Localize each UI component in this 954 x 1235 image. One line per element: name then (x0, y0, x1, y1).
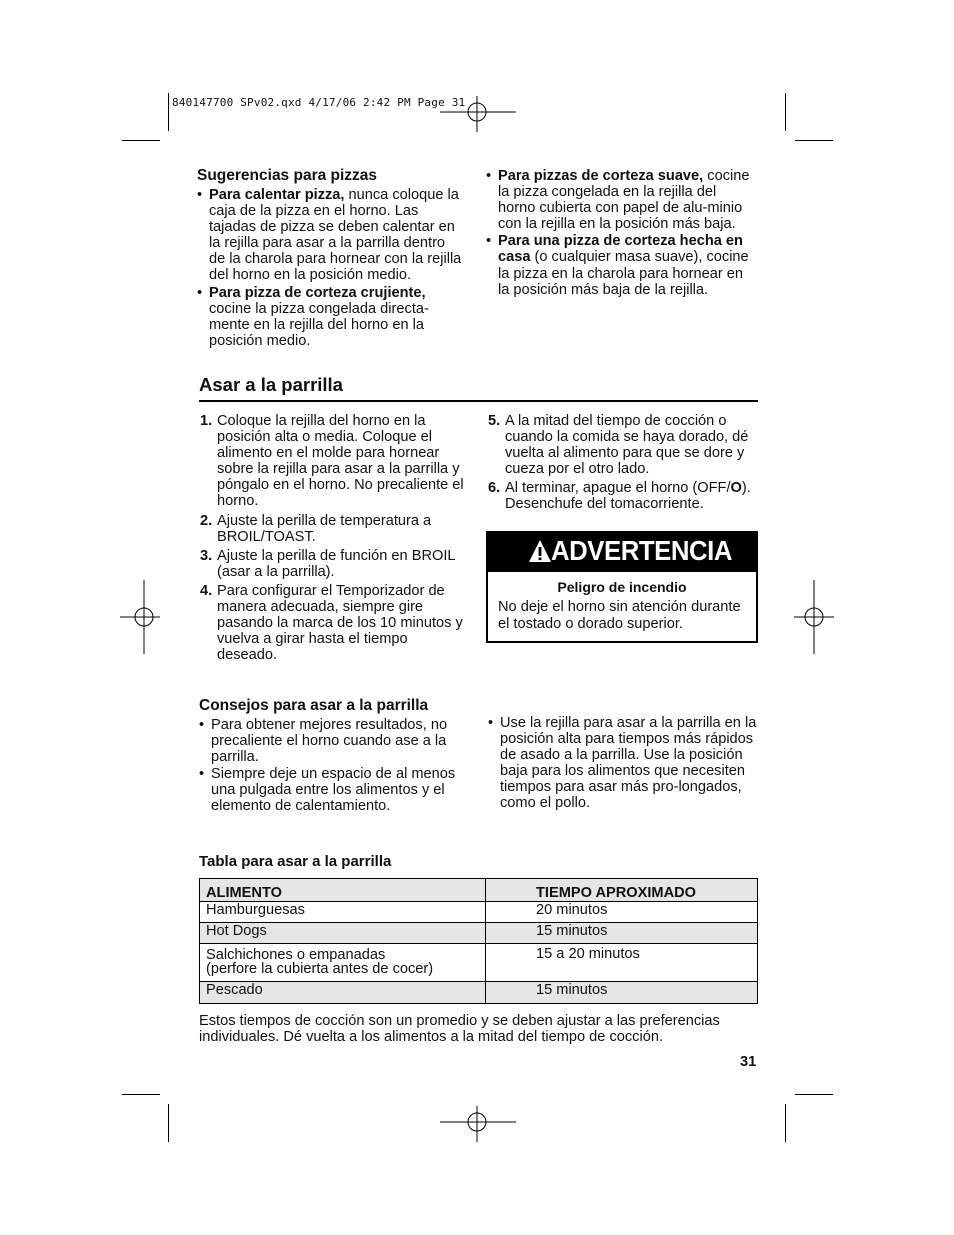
step-item (200, 548, 468, 580)
broil-steps-right (488, 413, 758, 513)
list-item: • Use la rejilla para asar a la parrilla en la posición alta para tiempos más rápidos de asado a la parrilla. Use la posición baja para los alimentos que necesiten tiempos para asar más pro-longados, como el pollo. (488, 715, 758, 812)
table-row (200, 923, 758, 944)
off-symbol: O (730, 480, 742, 497)
bold-lead: Para calentar pizza, (209, 187, 345, 203)
table-footnote: Estos tiempos de cocción son un promedio y se deben ajustar a las preferencias individuales. Dé vuelta a los alimentos a la mitad del tiempo de cocción. (199, 1013, 720, 1046)
step-text: Ajuste la perilla de función en BROIL (asar a la parrilla). (217, 547, 455, 580)
food-name: Salchichones o empanadas (206, 947, 386, 963)
table-header-row (200, 879, 758, 902)
section-title: Asar a la parrilla (199, 374, 343, 395)
pizza-heading: Sugerencias para pizzas (197, 167, 378, 184)
step-item (200, 583, 468, 663)
item-text: cocine la pizza congelada en la rejilla del horno cubierta con papel de alu-minio con la rejilla en la posición más baja. (498, 168, 750, 233)
food-cell: Hamburguesas (200, 902, 486, 923)
table-row (200, 982, 758, 1004)
step-item (200, 413, 468, 510)
warning-header (488, 533, 756, 572)
step-number: 4. (200, 582, 213, 599)
warning-triangle-icon (528, 539, 552, 563)
list-item: • Para obtener mejores resultados, no precaliente el horno cuando ase a la parrilla. (199, 717, 469, 765)
food-cell: Hot Dogs (200, 923, 486, 944)
pizza-left-column (197, 167, 465, 349)
registration-mark-icon (794, 580, 834, 654)
item-text: (o cualquier masa suave), cocine la pizza en la charola para hornear en la posición más baja de la rejilla. (498, 249, 749, 298)
step-number: 2. (200, 512, 213, 529)
warning-text: No deje el horno sin atención durante el tostado o dorado superior. (498, 599, 741, 632)
list-item (486, 233, 756, 297)
table-row (200, 944, 758, 982)
warning-box (486, 531, 758, 643)
table-heading: Tabla para asar a la parrilla (199, 853, 392, 870)
step-item (488, 413, 758, 477)
list-item (486, 168, 756, 232)
time-cell: 20 minutos (486, 902, 758, 923)
registration-mark-icon (120, 580, 160, 654)
print-slug: 840147700 SPv02.qxd 4/17/06 2:42 PM Page 31 (172, 96, 466, 109)
step-text: Coloque la rejilla del horno en la posición alta o media. Coloque el alimento en el molde para hornear sobre la rejilla para asar a la parrilla y póngalo en el horno. No precaliente el horno. (217, 413, 464, 510)
step-item (200, 513, 468, 545)
broil-steps-left (200, 413, 468, 663)
food-cell (200, 944, 486, 982)
page-number: 31 (740, 1054, 757, 1070)
section-divider (199, 400, 758, 402)
step-text: Al terminar, apague el horno (OFF/ (505, 480, 731, 497)
bold-lead: Para una pizza de corteza hecha en casa (498, 233, 743, 266)
step-number: 6. (488, 480, 501, 497)
list-item (197, 187, 465, 284)
food-note: (perfore la cubierta antes de cocer) (206, 961, 434, 977)
pizza-right-column (486, 168, 756, 298)
column-header: ALIMENTO (200, 879, 486, 902)
step-item (488, 480, 758, 512)
list-item: • Siempre deje un espacio de al menos una pulgada entre los alimentos y el elemento de calentamiento. (199, 766, 469, 814)
item-text: cocine la pizza congelada directa-mente en la rejilla del horno en la posición medio. (209, 300, 429, 349)
column-header: TIEMPO APROXIMADO (486, 879, 758, 902)
step-text: Ajuste la perilla de temperatura a BROIL/TOAST. (217, 512, 432, 545)
food-cell: Pescado (200, 982, 486, 1004)
step-number: 1. (200, 413, 213, 429)
list-item (197, 285, 465, 349)
time-cell: 15 minutos (486, 982, 758, 1004)
warning-title: ADVERTENCIA (551, 535, 732, 566)
registration-mark-icon (440, 1106, 516, 1142)
tips-right-column (488, 715, 758, 812)
tips-heading: Consejos para asar a la parrilla (199, 697, 429, 714)
bold-lead: Para pizza de corteza crujiente, (209, 284, 426, 301)
step-number: 5. (488, 413, 501, 429)
step-number: 3. (200, 547, 213, 564)
step-text: ). Desenchufe del tomacorriente. (505, 480, 751, 513)
time-cell: 15 minutos (486, 923, 758, 944)
step-text: A la mitad del tiempo de cocción o cuando la comida se haya dorado, dé vuelta al alimento para que se dore y cueza por el otro lado. (505, 413, 749, 478)
warning-subtitle: Peligro de incendio (557, 579, 687, 595)
step-text: Para configurar el Temporizador de manera adecuada, siempre gire pasando la marca de los 10 minutos y vuelva a girar hasta el tiempo deseado. (217, 582, 463, 664)
item-text: nunca coloque la caja de la pizza en el horno. Las tajadas de pizza se deben calentar en la rejilla para asar a la parrilla dentro de la charola para hornear con la rejilla del horno en la posición medio. (209, 187, 462, 284)
table-row (200, 902, 758, 923)
time-cell: 15 a 20 minutos (486, 944, 758, 982)
bold-lead: Para pizzas de corteza suave, (498, 168, 704, 184)
broil-time-table (199, 878, 758, 1004)
tips-left-column (199, 697, 469, 815)
